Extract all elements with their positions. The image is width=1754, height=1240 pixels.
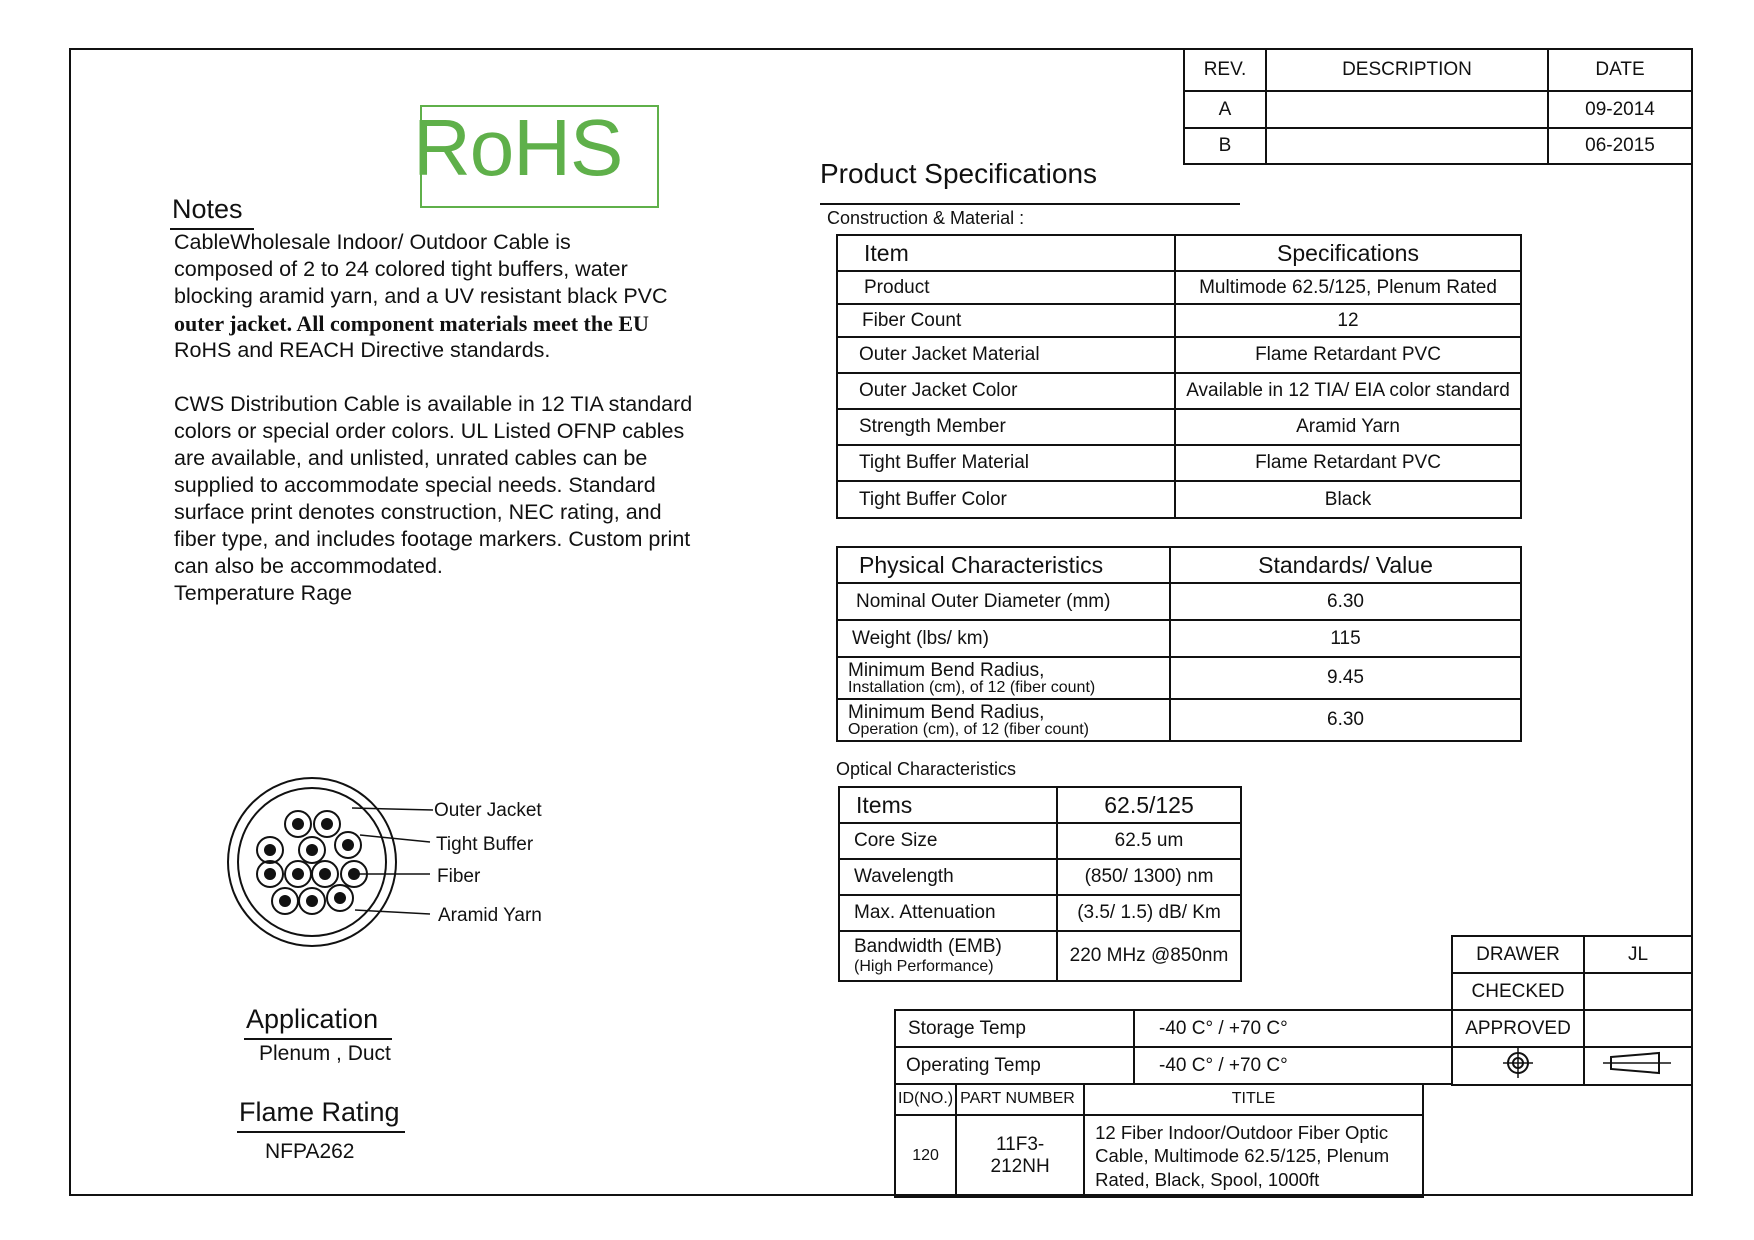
item-cell: Wavelength: [839, 859, 1057, 895]
item-cell: Max. Attenuation: [839, 895, 1057, 931]
construction-label: Construction & Material :: [827, 208, 1025, 228]
item-cell: Fiber Count: [837, 304, 1175, 337]
notes-line: surface print denotes construction, NEC rating, and: [174, 500, 662, 524]
value-cell: 6.30: [1170, 583, 1521, 620]
item-header: Item: [837, 235, 1175, 271]
leader-lines: [352, 808, 433, 914]
item-cell: Tight Buffer Material: [837, 445, 1175, 481]
item-cell: Weight (lbs/ km): [837, 620, 1170, 657]
product-specs-underline: [820, 203, 1240, 205]
optical-label: Optical Characteristics: [836, 759, 1017, 779]
value-cell: 115: [1170, 620, 1521, 657]
item-cell: Strength Member: [837, 409, 1175, 445]
value-cell: (850/ 1300) nm: [1057, 859, 1241, 895]
item-cell: Outer Jacket Material: [837, 337, 1175, 373]
table-row: [837, 657, 1521, 699]
drawer-value: JL: [1584, 936, 1692, 973]
table-row: [837, 620, 1521, 657]
spec-cell: Flame Retardant PVC: [1175, 337, 1521, 373]
table-row: [837, 699, 1521, 741]
temp-value: -40 C° / +70 C°: [1134, 1010, 1452, 1047]
item-cell: [839, 931, 1057, 981]
title-line: Rated, Black, Spool, 1000ft: [1095, 1168, 1320, 1190]
value-cell: 62.5 um: [1057, 823, 1241, 859]
specifications-header: Specifications: [1175, 235, 1521, 271]
notes-line: CableWholesale Indoor/ Outdoor Cable is: [174, 230, 571, 254]
notes-line: Temperature Rage: [174, 581, 353, 605]
part-number-header: PART NUMBER: [956, 1084, 1084, 1115]
spec-cell: Multimode 62.5/125, Plenum Rated: [1175, 271, 1521, 304]
revision-row: [1184, 91, 1692, 128]
table-row: [839, 859, 1241, 895]
table-row: [837, 481, 1521, 518]
title-block-table: [894, 1083, 1424, 1198]
fiber-size-header: 62.5/125: [1057, 787, 1241, 823]
outer-jacket-label: Outer Jacket: [434, 800, 542, 821]
item-subline: Operation (cm), of 12 (fiber count): [848, 720, 1089, 738]
title-value: [1084, 1115, 1423, 1197]
rev-cell: B: [1184, 128, 1266, 164]
rev-header: REV.: [1184, 49, 1266, 91]
description-header: DESCRIPTION: [1266, 49, 1548, 91]
item-cell: [837, 657, 1170, 699]
notes-line: can also be accommodated.: [174, 554, 443, 578]
table-row: [839, 931, 1241, 981]
physical-characteristics-table: [836, 546, 1522, 742]
rev-cell: A: [1184, 91, 1266, 128]
item-subline: Installation (cm), of 12 (fiber count): [848, 678, 1096, 696]
table-row: [839, 823, 1241, 859]
projection-symbol-cell: [1452, 1047, 1584, 1085]
revision-row: [1184, 128, 1692, 164]
flame-rating-title: Flame Rating: [239, 1097, 400, 1127]
spec-cell: Available in 12 TIA/ EIA color standard: [1175, 373, 1521, 409]
item-cell: Tight Buffer Color: [837, 481, 1175, 518]
notes-line: fiber type, and includes footage markers. Custom print: [174, 527, 691, 551]
optical-characteristics-table: [838, 786, 1242, 982]
item-cell: Nominal Outer Diameter (mm): [837, 583, 1170, 620]
rohs-logo: RoHS: [413, 103, 623, 192]
aramid-yarn-label: Aramid Yarn: [438, 905, 542, 926]
construction-table: [836, 234, 1522, 519]
notes-line: colors or special order colors. UL Listed OFNP cables: [174, 419, 685, 443]
flame-rating-title-underline: [237, 1131, 405, 1133]
table-row: [837, 373, 1521, 409]
notes-line: supplied to accommodate special needs. Standard: [174, 473, 656, 497]
spec-cell: Flame Retardant PVC: [1175, 445, 1521, 481]
part-number-value: 11F3-212NH: [956, 1115, 1084, 1197]
projection-cone-cell: [1584, 1047, 1692, 1085]
item-cell: Core Size: [839, 823, 1057, 859]
revision-table: [1183, 48, 1693, 165]
application-title-underline: [244, 1038, 392, 1040]
fiber-label: Fiber: [437, 866, 481, 887]
items-header: Items: [839, 787, 1057, 823]
application-value: Plenum , Duct: [259, 1042, 391, 1065]
notes-paragraph-1: [174, 229, 734, 364]
item-cell: [837, 699, 1170, 741]
id-value: 120: [895, 1115, 956, 1197]
value-cell: 220 MHz @850nm: [1057, 931, 1241, 981]
notes-line: composed of 2 to 24 colored tight buffers, water: [174, 257, 628, 281]
spec-cell: Black: [1175, 481, 1521, 518]
temp-label: Storage Temp: [895, 1010, 1134, 1047]
title-line: 12 Fiber Indoor/Outdoor Fiber Optic: [1095, 1122, 1389, 1144]
approved-label: APPROVED: [1452, 1010, 1584, 1047]
notes-line: blocking aramid yarn, and a UV resistant black PVC: [174, 284, 668, 308]
notes-line: outer jacket. All component materials meet the EU: [174, 311, 649, 336]
notes-line: are available, and unlisted, unrated cables can be: [174, 446, 648, 470]
notes-line: CWS Distribution Cable is available in 12 TIA standard: [174, 392, 693, 416]
date-cell: 09-2014: [1548, 91, 1692, 128]
date-header: DATE: [1548, 49, 1692, 91]
table-row: [837, 409, 1521, 445]
value-cell: 9.45: [1170, 657, 1521, 699]
table-row: [839, 895, 1241, 931]
table-row: [837, 271, 1521, 304]
flame-rating-value: NFPA262: [265, 1140, 355, 1163]
item-cell: Outer Jacket Color: [837, 373, 1175, 409]
first-angle-projection-icon: [1502, 1048, 1534, 1078]
item-line: Bandwidth (EMB): [854, 935, 1002, 957]
table-row: [837, 337, 1521, 373]
spec-cell: 12: [1175, 304, 1521, 337]
item-line: Minimum Bend Radius,: [848, 701, 1045, 723]
temperature-table: [894, 1009, 1453, 1085]
table-row: [837, 304, 1521, 337]
spec-cell: Aramid Yarn: [1175, 409, 1521, 445]
table-row: [837, 583, 1521, 620]
product-specs-title: Product Specifications: [820, 158, 1098, 189]
table-row: [895, 1047, 1452, 1084]
physical-header: Physical Characteristics: [837, 547, 1170, 583]
drawer-label: DRAWER: [1452, 936, 1584, 973]
id-header: ID(NO.): [895, 1084, 956, 1115]
table-row: [895, 1010, 1452, 1047]
table-row: [837, 445, 1521, 481]
standards-value-header: Standards/ Value: [1170, 547, 1521, 583]
application-title: Application: [246, 1004, 379, 1034]
approved-value: [1584, 1010, 1692, 1047]
value-cell: 6.30: [1170, 699, 1521, 741]
item-line: Minimum Bend Radius,: [848, 659, 1045, 681]
title-line: Cable, Multimode 62.5/125, Plenum: [1095, 1145, 1390, 1167]
description-cell: [1266, 128, 1548, 164]
checked-value: [1584, 973, 1692, 1010]
item-cell: Product: [837, 271, 1175, 304]
tight-buffer-label: Tight Buffer: [436, 834, 534, 855]
value-cell: (3.5/ 1.5) dB/ Km: [1057, 895, 1241, 931]
temp-label: Operating Temp: [895, 1047, 1134, 1084]
signoff-table: [1451, 935, 1693, 1086]
notes-line: RoHS and REACH Directive standards.: [174, 338, 551, 362]
description-cell: [1266, 91, 1548, 128]
notes-paragraph-2: [174, 391, 754, 607]
date-cell: 06-2015: [1548, 128, 1692, 164]
item-subline: (High Performance): [854, 957, 994, 975]
checked-label: CHECKED: [1452, 973, 1584, 1010]
notes-title: Notes: [172, 194, 243, 224]
cone-projection-icon: [1603, 1051, 1673, 1075]
temp-value: -40 C° / +70 C°: [1134, 1047, 1452, 1084]
cable-cross-section-diagram: [220, 770, 580, 955]
title-header: TITLE: [1084, 1084, 1423, 1115]
